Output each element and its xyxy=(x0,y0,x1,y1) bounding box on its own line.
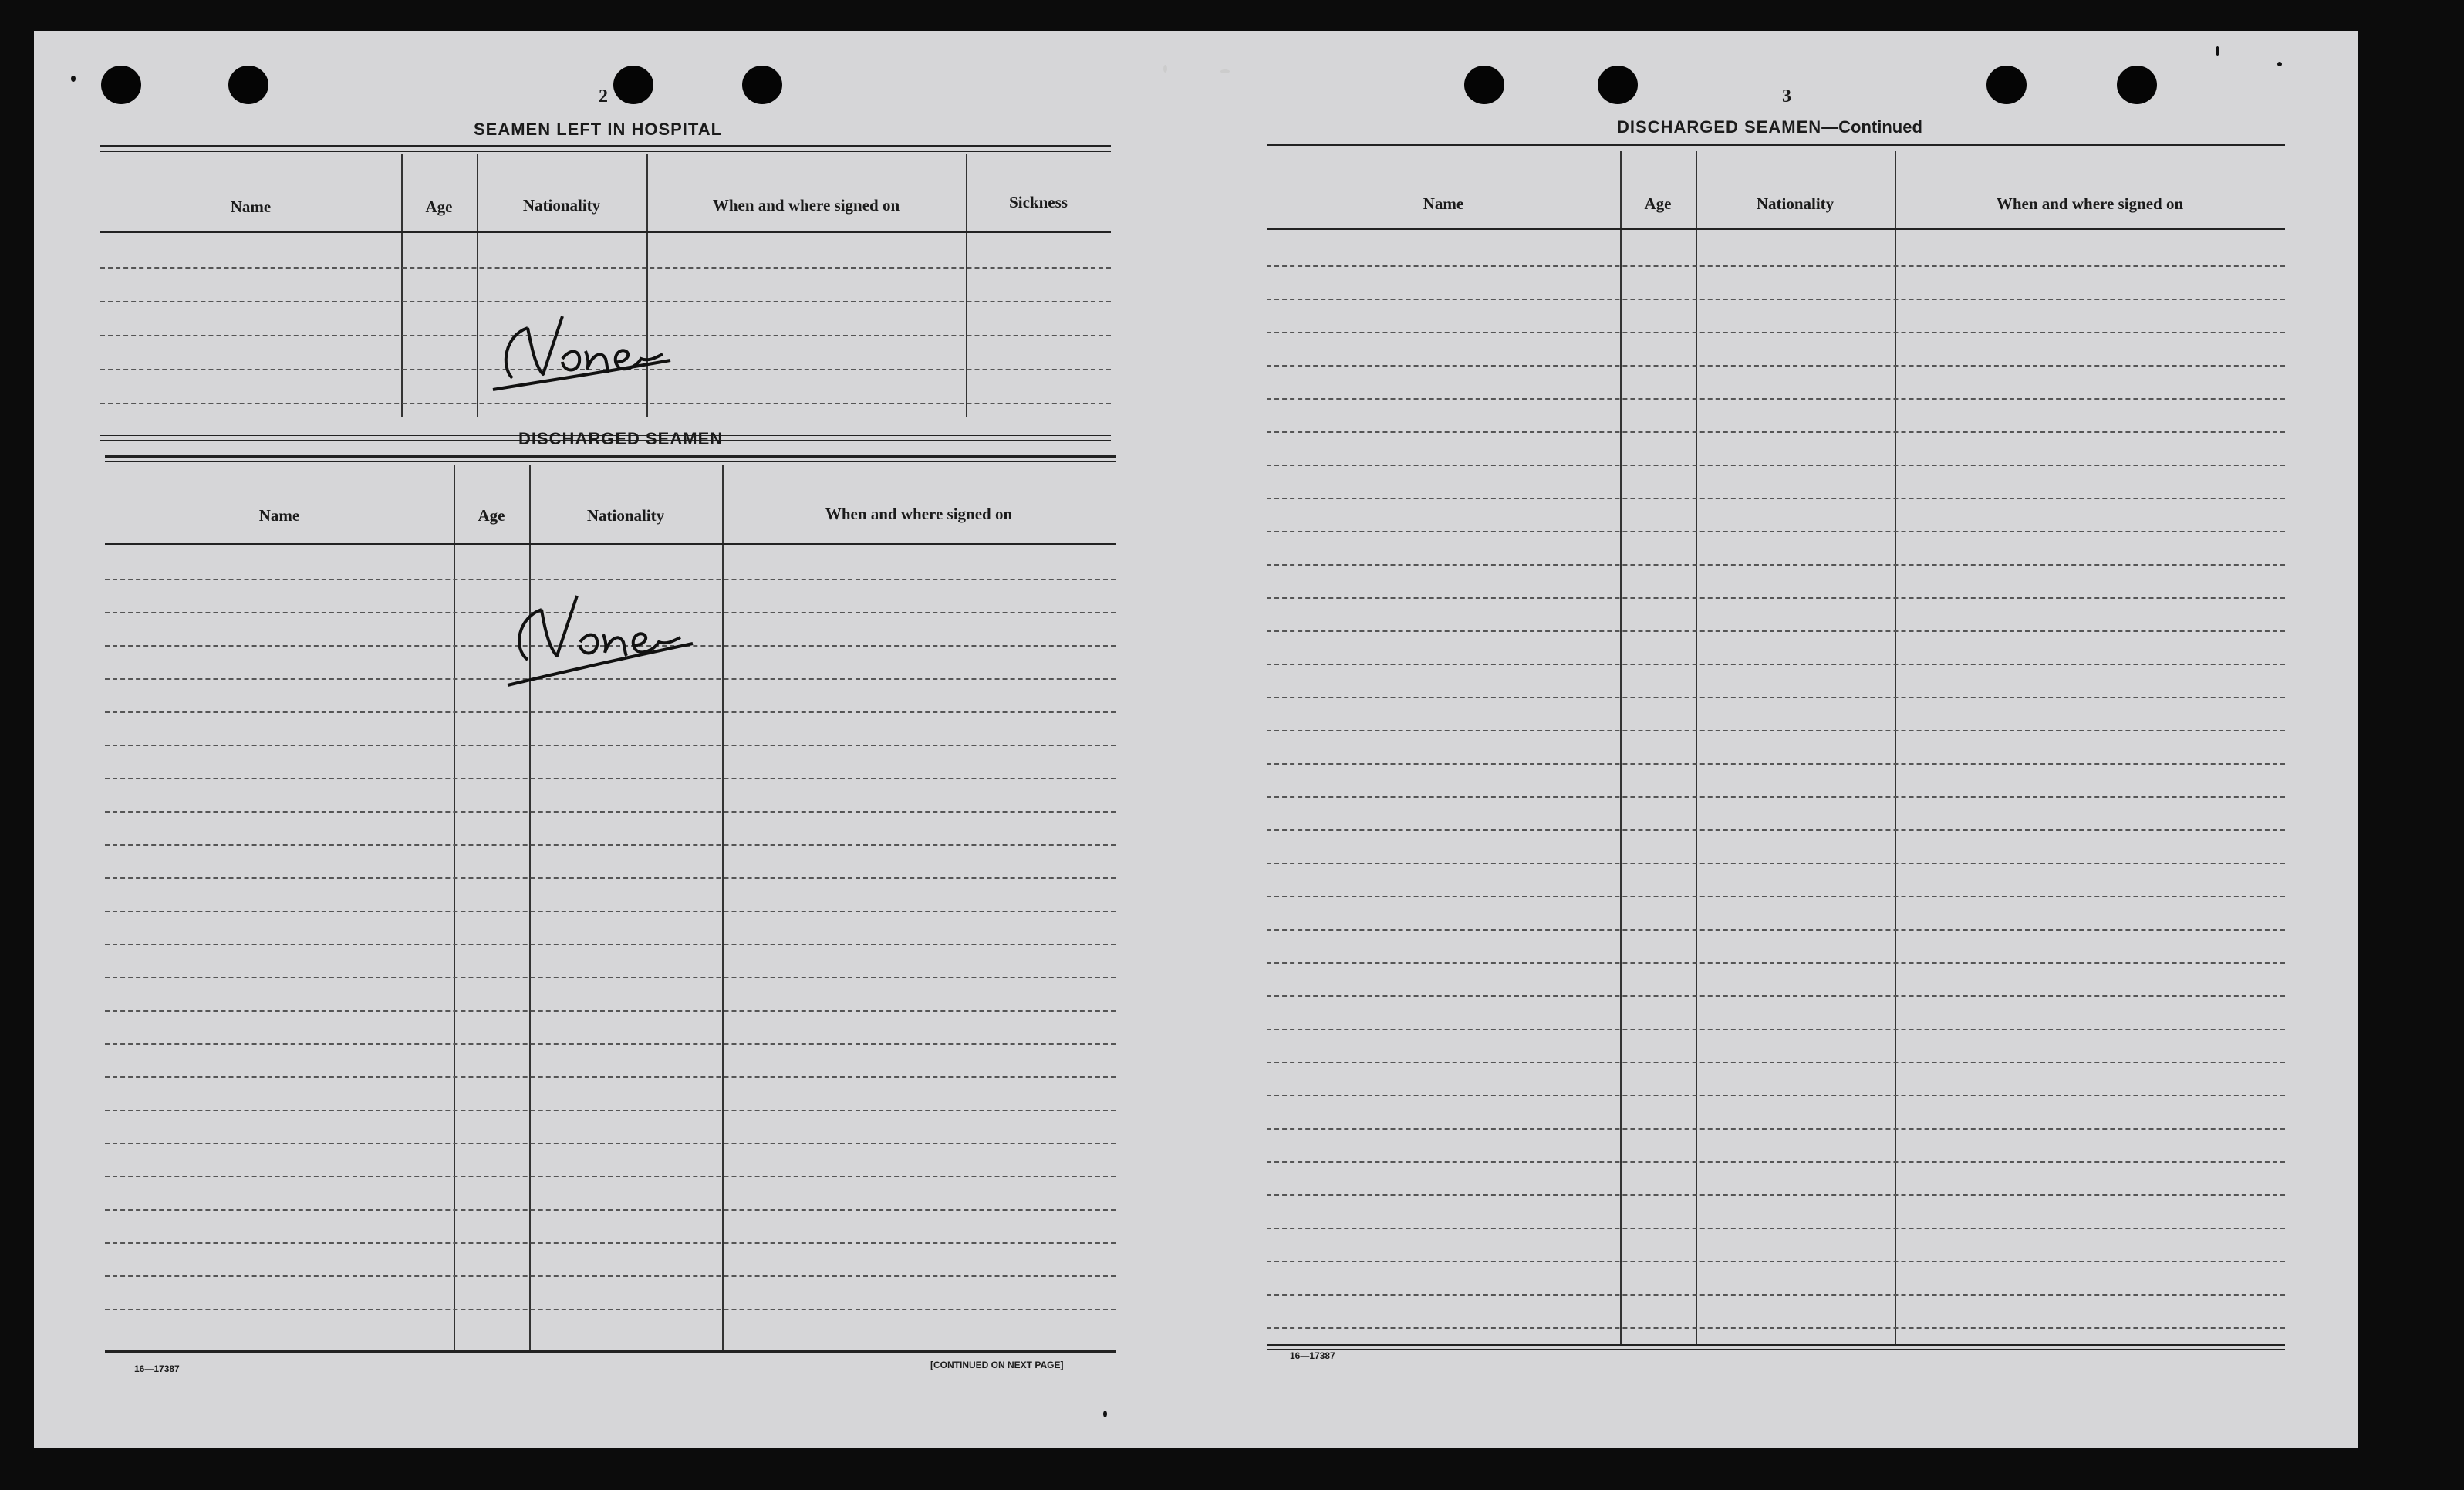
punch-hole xyxy=(2117,66,2157,104)
punch-hole xyxy=(613,66,653,104)
right-page xyxy=(1191,31,2358,1448)
column-header-name: Name xyxy=(258,506,300,525)
left-page xyxy=(34,31,1191,1448)
ink-speck xyxy=(2277,62,2282,66)
ink-speck xyxy=(2216,46,2219,56)
page-number: 3 xyxy=(1782,86,1791,106)
continued-note: [CONTINUED ON NEXT PAGE] xyxy=(930,1360,1064,1370)
column-header-nationality: Nationality xyxy=(1756,194,1834,213)
punch-hole xyxy=(101,66,141,104)
section-title-main: DISCHARGED SEAMEN xyxy=(1617,117,1822,137)
ink-speck xyxy=(1220,69,1230,73)
column-header-name: Name xyxy=(230,198,272,216)
section-title xyxy=(1617,117,1922,137)
punch-hole xyxy=(1464,66,1504,104)
punch-hole xyxy=(1598,66,1638,104)
column-header-age: Age xyxy=(478,506,505,525)
form-number: 16—17387 xyxy=(134,1363,180,1374)
column-header-age: Age xyxy=(1644,194,1672,213)
form-number: 16—17387 xyxy=(1290,1350,1335,1361)
ink-speck xyxy=(1163,65,1167,73)
column-header-nationality: Nationality xyxy=(522,196,601,215)
column-header-nationality: Nationality xyxy=(586,506,665,525)
handwritten-none-discharged xyxy=(497,579,705,694)
column-header-when-where: When and where signed on xyxy=(1996,194,2184,213)
discharged-section-title: DISCHARGED SEAMEN xyxy=(518,429,724,448)
section-title-suffix: —Continued xyxy=(1821,117,1922,137)
scanned-document xyxy=(34,31,2358,1448)
handwritten-none-hospital xyxy=(485,305,686,405)
ink-speck xyxy=(1103,1411,1107,1417)
punch-hole xyxy=(742,66,782,104)
discharged-continued-table xyxy=(1267,144,2285,1378)
column-header-age: Age xyxy=(425,198,453,216)
column-header-when-where: When and where signed on xyxy=(712,196,900,215)
punch-hole xyxy=(1986,66,2027,104)
column-header-name: Name xyxy=(1423,194,1464,213)
punch-hole xyxy=(228,66,268,104)
column-header-sickness: Sickness xyxy=(1009,193,1068,211)
ink-speck xyxy=(71,76,76,82)
page-number: 2 xyxy=(599,86,608,106)
hospital-section-title: SEAMEN LEFT IN HOSPITAL xyxy=(474,120,723,139)
column-header-when-where: When and where signed on xyxy=(825,505,1013,523)
